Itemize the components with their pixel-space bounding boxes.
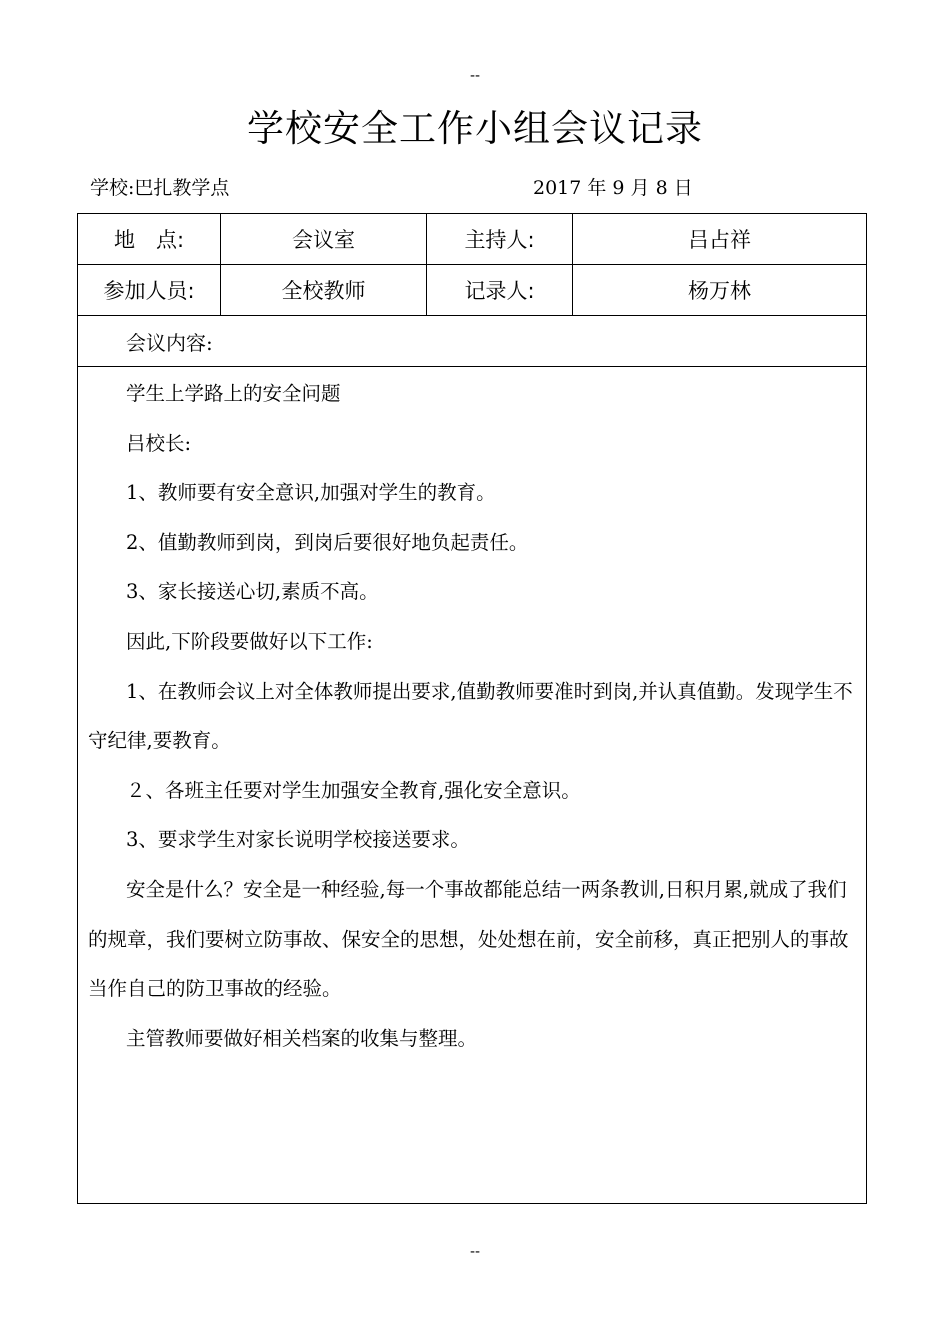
- recorder-value: 杨万林: [688, 279, 751, 303]
- participants-label: 参加人员:: [78, 265, 221, 315]
- content-paragraph: 3、要求学生对家长说明学校接送要求。: [126, 828, 470, 852]
- content-paragraph: 吕校长:: [126, 431, 192, 455]
- recorder-label: 记录人:: [427, 265, 573, 315]
- content-paragraph: 1、教师要有安全意识,加强对学生的教育。: [126, 481, 496, 505]
- content-label: 会议内容:: [126, 330, 213, 355]
- content-paragraph: ２、各班主任要对学生加强安全教育,强化安全意识。: [126, 778, 581, 802]
- meeting-date: 2017 年 9 月 8 日: [533, 177, 693, 199]
- page-marker-bottom: --: [469, 1244, 481, 1260]
- content-paragraph: 安全是什么？安全是一种经验,每一个事故都能总结一两条教训,日积月累,就成了我们的规章，我们要树立防事故、保安全的思想，处处想在前，安全前移，真正把别人的事故当作自己的防卫事故的经验。: [88, 877, 849, 1001]
- participants-value: 全校教师: [221, 265, 427, 315]
- document-title: 学校安全工作小组会议记录: [247, 107, 703, 150]
- table-row-location-host: [78, 214, 866, 265]
- host-value: 吕占祥: [688, 228, 751, 252]
- location-value: 会议室: [221, 214, 427, 264]
- content-paragraph: 1、在教师会议上对全体教师提出要求,值勤教师要准时到岗,并认真值勤。发现学生不守纪律,要教育。: [88, 679, 853, 753]
- table-row-participants-recorder: [78, 265, 866, 316]
- content-paragraph: 3、家长接送心切,素质不高。: [126, 580, 379, 604]
- meeting-record-table: [77, 213, 867, 1204]
- content-paragraph: 学生上学路上的安全问题: [126, 382, 341, 405]
- meeting-content: [78, 369, 866, 1063]
- content-paragraph: 因此,下阶段要做好以下工作:: [126, 629, 373, 653]
- page-marker-top: --: [469, 68, 481, 84]
- host-label: 主持人:: [427, 214, 573, 264]
- location-label: 地 点:: [78, 214, 221, 264]
- content-paragraph: 2、值勤教师到岗，到岗后要很好地负起责任。: [126, 530, 529, 554]
- school-name: 学校:巴扎教学点: [90, 177, 230, 199]
- table-row-content-header: [78, 316, 866, 367]
- content-paragraph: 主管教师要做好相关档案的收集与整理。: [126, 1026, 478, 1050]
